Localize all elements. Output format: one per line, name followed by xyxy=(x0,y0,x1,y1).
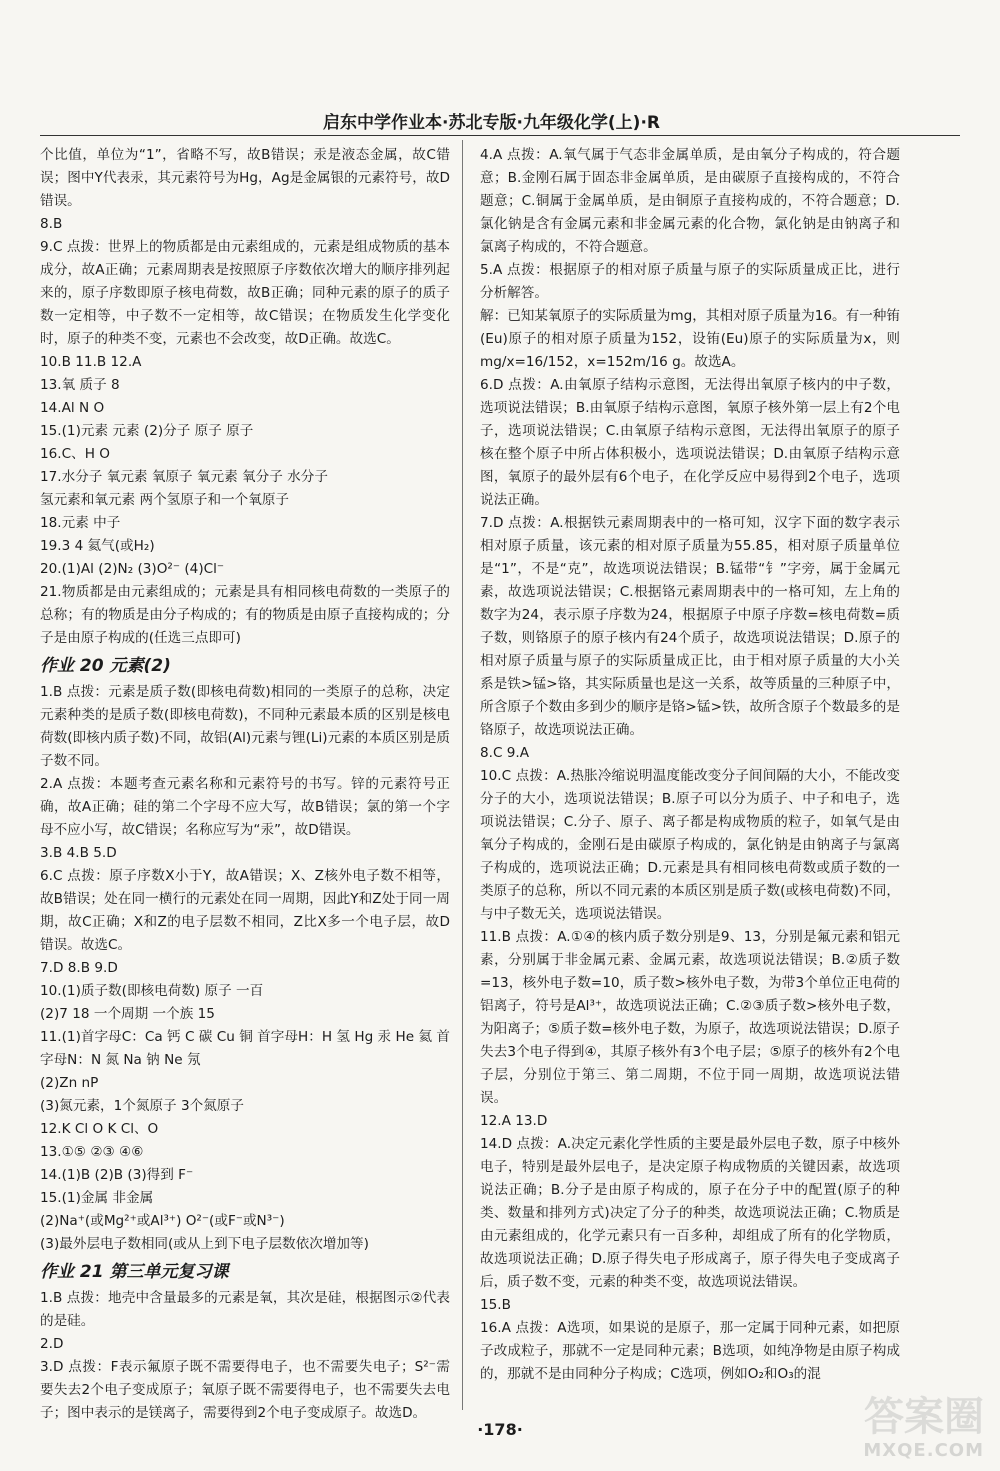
left-entries-top xyxy=(40,144,450,650)
answer-entry: 19.3 4 氦气(或H₂) xyxy=(40,538,155,554)
right-entries xyxy=(480,144,900,1386)
answer-entry: 12.K Cl O K Cl、O xyxy=(40,1121,159,1137)
page-header xyxy=(40,108,960,133)
answer-entry: 14.(1)B (2)B (3)得到 F⁻ xyxy=(40,1167,194,1183)
answer-entry: 8.C 9.A xyxy=(480,745,530,761)
answer-entry: 个比值，单位为“1”，省略不写，故B错误；汞是液态金属，故C错误；图中Y代表汞，其元素符号为Hg，Ag是金属银的元素符号，故D错误。 xyxy=(40,147,450,209)
page-number: ·178· xyxy=(477,1420,523,1439)
answer-entry: 9.C 点拨：世界上的物质都是由元素组成的，元素是组成物质的基本成分，故A正确；元素周期表是按照原子序数依次增大的顺序排列起来的，原子序数即原子核电荷数，故B正确；同种元素的原子的质子数一定相等，中子数不一定相等，故C错误；在物质发生化学变化时，原子的种类不变，元素也不会改变，故D正确。故选C。 xyxy=(40,239,450,347)
answer-entry: 4.A 点拨：A.氧气属于气态非金属单质，是由氧分子构成的，符合题意；B.金刚石属于固态非金属单质，是由碳原子直接构成的，不符合题意；C.铜属于金属单质，是由铜原子直接构成的，不符合题意；D.氯化钠是含有金属元素和非金属元素的化合物，氯化钠是由钠离子和氯离子构成的，不符合题意。 xyxy=(480,147,900,255)
answer-entry: 10.(1)质子数(即核电荷数) 原子 一百 xyxy=(40,983,264,999)
answer-entry: 1.B 点拨：地壳中含量最多的元素是氧，其次是硅，根据图示②代表的是硅。 xyxy=(40,1290,450,1329)
answer-entry: 氢元素和氧元素 两个氢原子和一个氧原子 xyxy=(40,492,290,508)
answer-entry: 1.B 点拨：元素是质子数(即核电荷数)相同的一类原子的总称，决定元素种类的是质子数(即核电荷数)，不同种元素最本质的区别是核电荷数(即核内质子数)不同，故铝(Al)元素与锂(Li)元素的本质区别是质子数不同。 xyxy=(40,684,450,769)
answer-entry: 6.D 点拨：A.由氧原子结构示意图，无法得出氧原子核内的中子数，选项说法错误；B.由氧原子结构示意图，氧原子核外第一层上有2个电子，选项说法错误；C.由氧原子结构示意图，无法得出氧原子的原子核在整个原子中所占体积极小，选项说法错误；D.由氧原子结构示意图，氧原子的最外层有6个电子，在化学反应中易得到2个电子，选项说法正确。 xyxy=(480,377,900,508)
answer-entry: 16.A 点拨：A选项，如果说的是原子，那一定属于同种元素，如把原子改成粒子，那就不一定是同种元素；B选项，如纯净物是由原子构成的，那就不是由同种分子构成；C选项，例如O₂和O₃的混 xyxy=(480,1320,900,1382)
left-entries-mid xyxy=(40,681,450,1256)
answer-entry: (2)Zn nP xyxy=(40,1075,99,1091)
answer-entry: 2.A 点拨：本题考查元素名称和元素符号的书写。锌的元素符号正确，故A正确；硅的第二个字母不应大写，故B错误；氯的第一个字母不应小写，故C错误；名称应写为“汞”，故D错误。 xyxy=(40,776,450,838)
watermark xyxy=(790,1383,990,1463)
header-title: 启东中学作业本·苏北专版·九年级化学(上)·R xyxy=(322,113,660,133)
answer-entry: 15.(1)元素 元素 (2)分子 原子 原子 xyxy=(40,423,254,439)
section-heading-21: 作业 21 第三单元复习课 xyxy=(40,1262,229,1282)
answer-entry: (2)Na⁺(或Mg²⁺或Al³⁺) O²⁻(或F⁻或N³⁻) xyxy=(40,1213,285,1229)
answer-entry: 5.A 点拨：根据原子的相对原子质量与原子的实际质量成正比，进行分析解答。 xyxy=(480,262,900,301)
answer-entry: 6.C 点拨：原子序数X小于Y，故A错误；X、Z核外电子数不相等，故B错误；处在同一横行的元素处在同一周期，因此Y和Z处于同一周期，故C正确；X和Z的电子层数不相同，Z比X多一个电子层，故D错误。故选C。 xyxy=(40,868,450,953)
answer-entry: 14.Al N O xyxy=(40,400,105,416)
answer-entry: 7.D 点拨：A.根据铁元素周期表中的一格可知，汉字下面的数字表示相对原子质量，该元素的相对原子质量为55.85，相对原子质量单位是“1”，不是“克”，故选项说法错误；B.锰带“钅”字旁，属于金属元素，故选项说法错误；C.根据铬元素周期表中的一格可知，左上角的数字为24，表示原子序数为24，根据原子中原子序数=核电荷数=质子数，则铬原子的原子核内有24个质子，故选项说法错误；D.原子的相对原子质量与原子的实际质量成正比，由于相对原子质量的大小关系是铁>锰>铬，其实际质量也是这一关系，故等质量的三种原子中，所含原子个数由多到少的顺序是铬>锰>铁，故所含原子个数最多的是铬原子，故选项说法正确。 xyxy=(480,515,900,738)
header-rule xyxy=(40,135,960,136)
answer-entry: (3)氮元素，1个氮原子 3个氮原子 xyxy=(40,1098,244,1114)
answer-entry: 2.D xyxy=(40,1336,64,1352)
answer-entry: 15.(1)金属 非金属 xyxy=(40,1190,154,1206)
answer-entry: 13.氧 质子 8 xyxy=(40,377,120,393)
answer-entry: 解：已知某氧原子的实际质量为mg，其相对原子质量为16。有一种铕(Eu)原子的相对原子质量为152，设铕(Eu)原子的实际质量为x，则mg/x=16/152，x=152m/16 g。故选A。 xyxy=(480,308,900,370)
section-heading-20: 作业 20 元素(2) xyxy=(40,656,171,676)
answer-entry: 3.B 4.B 5.D xyxy=(40,845,117,861)
left-column xyxy=(40,144,450,1421)
left-entries-bottom xyxy=(40,1287,450,1425)
answer-entry: (3)最外层电子数相同(或从上到下电子层数依次增加等) xyxy=(40,1236,369,1252)
answer-entry: 13.①⑤ ②③ ④⑥ xyxy=(40,1144,144,1160)
column-divider xyxy=(462,140,463,1410)
watermark-text: MXQE.COM xyxy=(863,1440,984,1461)
answer-entry: (2)7 18 一个周期 一个族 15 xyxy=(40,1006,215,1022)
answer-entry: 15.B xyxy=(480,1297,511,1313)
answer-entry: 21.物质都是由元素组成的；元素是具有相同核电荷数的一类原子的总称；有的物质是由分子构成的；有的物质是由原子直接构成的；分子是由原子构成的(任选三点即可) xyxy=(40,584,450,646)
answer-entry: 17.水分子 氧元素 氧原子 氧元素 氧分子 水分子 xyxy=(40,469,328,485)
right-column xyxy=(480,144,900,1404)
answer-entry: 18.元素 中子 xyxy=(40,515,121,531)
answer-entry: 10.C 点拨：A.热胀冷缩说明温度能改变分子间间隔的大小，不能改变分子的大小，选项说法错误；B.原子可以分为质子、中子和电子，选项说法错误；C.分子、原子、离子都是构成物质的粒子，如氧气是由氧分子构成的，金刚石是由碳原子构成的，氯化钠是由钠离子与氯离子构成的，选项说法正确；D.元素是具有相同核电荷数或质子数的一类原子的总称，所以不同元素的本质区别是质子数(或核电荷数)不同，与中子数无关，选项说法错误。 xyxy=(480,768,900,922)
watermark-logo: 答案圈 xyxy=(864,1394,984,1440)
answer-entry: 20.(1)Al (2)N₂ (3)O²⁻ (4)Cl⁻ xyxy=(40,561,225,577)
answer-entry: 10.B 11.B 12.A xyxy=(40,354,142,370)
answer-entry: 11.B 点拨：A.①④的核内质子数分别是9、13，分别是氟元素和铝元素，分别属于非金属元素、金属元素，故选项说法错误；B.②质子数=13，核外电子数=10，质子数>核外电子数，为带3个单位正电荷的铝离子，符号是Al³⁺，故选项说法正确；C.②③质子数>核外电子数，为阳离子；⑤质子数=核外电子数，为原子，故选项说法错误；D.原子失去3个电子得到④，其原子核外有3个电子层；⑤原子的核外有2个电子层，分别位于第三、第二周期，不位于同一周期，故选项说法错误。 xyxy=(480,929,900,1106)
answer-entry: 16.C、H O xyxy=(40,446,110,462)
answer-entry: 3.D 点拨：F表示氟原子既不需要得电子，也不需要失电子；S²⁻需要失去2个电子变成原子；氧原子既不需要得电子，也不需要失去电子；图中表示的是镁离子，需要得到2个电子变成原子。故选D。 xyxy=(40,1359,450,1421)
answer-entry: 7.D 8.B 9.D xyxy=(40,960,118,976)
answer-entry: 14.D 点拨：A.决定元素化学性质的主要是最外层电子数，原子中核外电子，特别是最外层电子，是决定原子构成物质的关键因素，故选项说法正确；B.分子是由原子构成的，原子在分子中的配置(原子的种类、数量和排列方式)决定了分子的种类，故选项说法正确；C.物质是由元素组成的，化学元素只有一百多种，却组成了所有的化学物质，故选项说法正确；D.原子得失电子形成离子，原子得失电子变成离子后，质子数不变，元素的种类不变，故选项说法错误。 xyxy=(480,1136,900,1290)
answer-entry: 8.B xyxy=(40,216,63,232)
answer-entry: 12.A 13.D xyxy=(480,1113,548,1129)
answer-entry: 11.(1)首字母C：Ca 钙 C 碳 Cu 铜 首字母H：H 氢 Hg 汞 He 氦 首字母N：N 氮 Na 钠 Ne 氖 xyxy=(40,1029,450,1068)
